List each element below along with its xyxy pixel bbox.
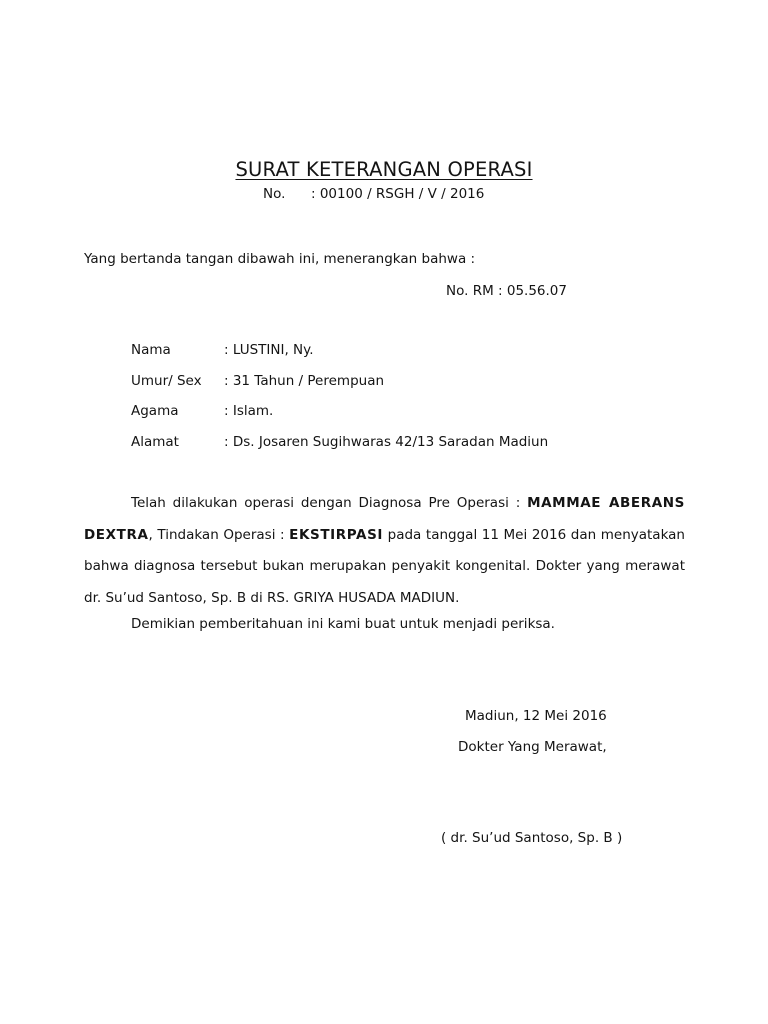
operation-statement xyxy=(84,488,685,614)
diagnosis-text: MAMMAE ABERANS DEXTRA xyxy=(84,495,685,543)
field-value: : Islam. xyxy=(224,403,274,419)
field-value: : Ds. Josaren Sugihwaras 42/13 Saradan Madiun xyxy=(224,433,549,450)
procedure-text: EKSTIRPASI xyxy=(289,526,384,543)
field-row-umur-sex xyxy=(131,373,548,404)
closing-text: Demikian pemberitahuan ini kami buat untuk menjadi periksa. xyxy=(131,616,555,632)
number-value: : 00100 / RSGH / V / 2016 xyxy=(311,186,485,202)
field-row-nama xyxy=(131,342,548,373)
document-title: SURAT KETERANGAN OPERASI xyxy=(235,158,533,181)
signature-name: ( dr. Su’ud Santoso, Sp. B ) xyxy=(441,830,623,846)
intro-text: Yang bertanda tangan dibawah ini, menerangkan bahwa : xyxy=(84,251,476,267)
field-label: Agama xyxy=(131,403,179,419)
document-number xyxy=(263,186,484,202)
medical-record-number: No. RM : 05.56.07 xyxy=(446,283,567,299)
field-label: Alamat xyxy=(131,433,179,450)
field-value: : 31 Tahun / Perempuan xyxy=(224,372,385,389)
field-row-alamat xyxy=(131,434,548,465)
field-value: : LUSTINI, Ny. xyxy=(224,342,314,358)
statement-part-3: pada tanggal 11 Mei 2016 dan menyatakan bahwa diagnosa tersebut bukan merupakan penyakit kongenital. Dokter yang merawat dr. Su’ud Santoso, Sp. B di RS. GRIYA HUSADA MADIUN. xyxy=(84,526,685,606)
field-row-agama xyxy=(131,403,548,434)
statement-part-1: Telah dilakukan operasi dengan Diagnosa Pre Operasi : xyxy=(131,495,528,511)
patient-fields xyxy=(131,342,548,464)
field-label: Nama xyxy=(131,342,171,358)
signer-role: Dokter Yang Merawat, xyxy=(458,739,607,755)
statement-part-2: , Tindakan Operasi : xyxy=(148,526,290,543)
place-date: Madiun, 12 Mei 2016 xyxy=(465,708,607,724)
field-label: Umur/ Sex xyxy=(131,372,202,389)
number-label: No. xyxy=(263,186,286,202)
